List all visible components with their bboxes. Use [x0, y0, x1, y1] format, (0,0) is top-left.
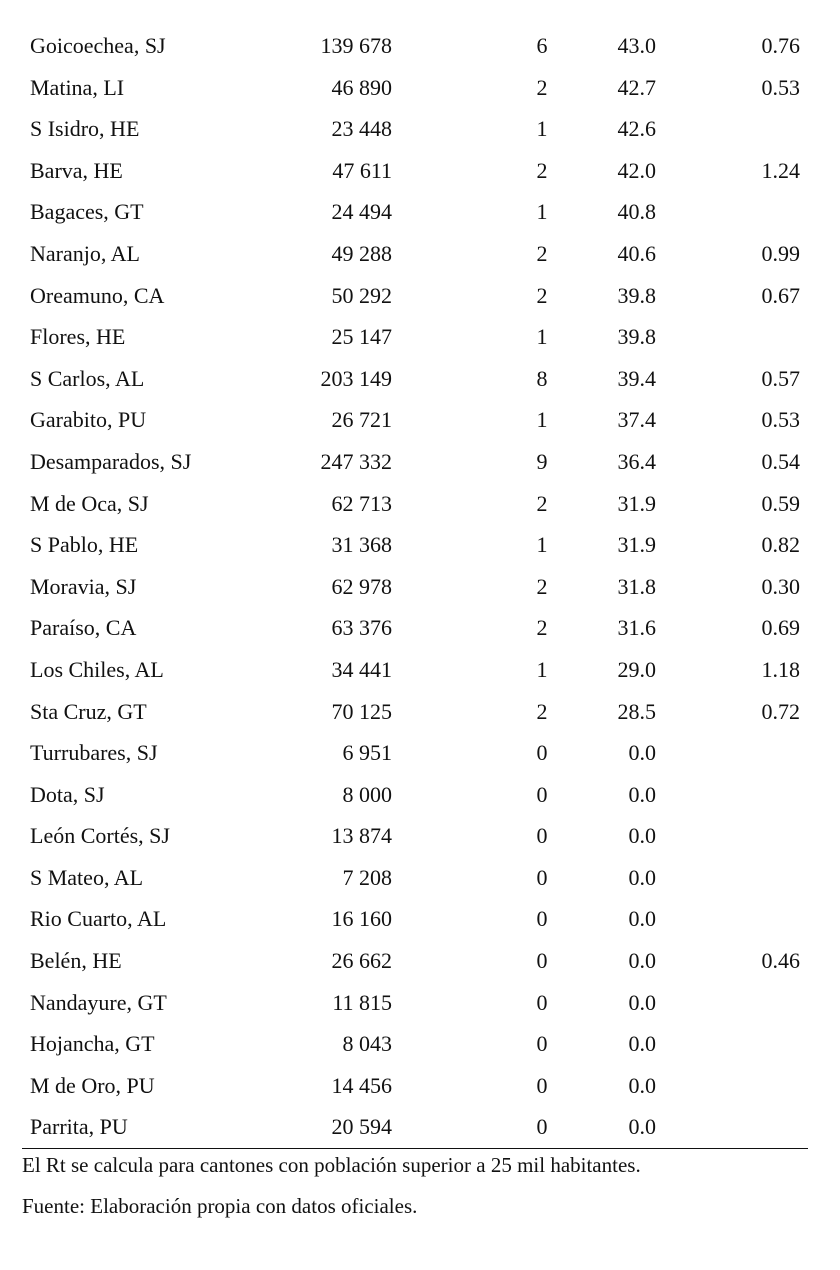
cases-value: 2	[536, 157, 548, 183]
rt-cell	[656, 815, 808, 857]
table-row	[22, 150, 808, 192]
population-cell: 26 662	[331, 948, 392, 974]
rt-cell	[656, 774, 808, 816]
rt-cell	[656, 316, 808, 358]
cases-cell	[392, 732, 552, 774]
rt-cell	[656, 898, 808, 940]
population-cell: 46 890	[331, 74, 392, 100]
cases-cell	[392, 649, 552, 691]
rate-cell: 42.7	[617, 74, 656, 100]
rate-cell: 0.0	[628, 823, 656, 849]
population-cell: 139 678	[320, 33, 392, 58]
cases-value: 0	[536, 1072, 548, 1098]
canton-cell: Moravia, SJ	[30, 573, 137, 599]
cases-value: 1	[536, 532, 548, 558]
rate-cell: 42.6	[617, 116, 656, 142]
population-cell: 31 368	[331, 532, 392, 558]
population-cell: 26 721	[331, 407, 392, 433]
population-cell: 47 611	[332, 157, 392, 183]
cases-value: 9	[536, 448, 548, 474]
rt-cell: 0.59	[761, 490, 800, 516]
canton-cell: Nandayure, GT	[30, 989, 167, 1015]
cases-value: 2	[536, 615, 548, 641]
canton-cell: Hojancha, GT	[30, 1031, 155, 1057]
cases-cell	[392, 1023, 552, 1065]
rt-cell: 0.53	[761, 407, 800, 433]
table-row	[22, 316, 808, 358]
table-row	[22, 940, 808, 982]
rt-cell	[656, 982, 808, 1024]
table-row	[22, 191, 808, 233]
cases-value: 6	[536, 33, 548, 58]
population-cell: 25 147	[331, 324, 392, 350]
population-cell: 49 288	[331, 240, 392, 266]
population-cell: 247 332	[320, 448, 392, 474]
rt-cell: 0.67	[761, 282, 800, 308]
rt-cell: 0.53	[761, 74, 800, 100]
cases-value: 1	[536, 324, 548, 350]
population-cell: 14 456	[331, 1072, 392, 1098]
rate-cell: 40.8	[617, 199, 656, 225]
table-row	[22, 1023, 808, 1065]
cases-value: 1	[536, 199, 548, 225]
rate-cell: 39.8	[617, 282, 656, 308]
rt-cell	[656, 1065, 808, 1107]
population-cell: 11 815	[332, 989, 392, 1015]
canton-cell: Belén, HE	[30, 948, 122, 974]
rt-cell	[656, 108, 808, 150]
cases-value: 0	[536, 823, 548, 849]
rt-cell	[656, 1023, 808, 1065]
cases-value: 1	[536, 407, 548, 433]
cases-cell	[392, 191, 552, 233]
cases-cell	[392, 67, 552, 109]
population-cell: 34 441	[331, 656, 392, 682]
rt-cell: 0.99	[761, 240, 800, 266]
population-cell: 13 874	[331, 823, 392, 849]
rate-cell: 0.0	[628, 1072, 656, 1098]
table-row	[22, 108, 808, 150]
rt-cell	[656, 191, 808, 233]
table-row	[22, 649, 808, 691]
population-cell: 62 713	[331, 490, 392, 516]
rate-cell: 43.0	[617, 33, 656, 58]
cases-value: 0	[536, 1031, 548, 1057]
cases-cell	[392, 108, 552, 150]
cases-cell	[392, 940, 552, 982]
table-bottom-rule	[22, 1148, 808, 1149]
cases-value: 0	[536, 781, 548, 807]
rate-cell: 0.0	[628, 781, 656, 807]
cases-cell	[392, 358, 552, 400]
canton-cell: Matina, LI	[30, 74, 125, 100]
canton-cell: Oreamuno, CA	[30, 282, 165, 308]
rate-cell: 0.0	[628, 906, 656, 932]
cases-cell	[392, 233, 552, 275]
canton-cell: Goicoechea, SJ	[30, 33, 166, 58]
table-row	[22, 441, 808, 483]
canton-cell: Rio Cuarto, AL	[30, 906, 167, 932]
canton-cell: Barva, HE	[30, 157, 123, 183]
rt-cell: 0.82	[761, 532, 800, 558]
cases-value: 2	[536, 240, 548, 266]
population-cell: 16 160	[331, 906, 392, 932]
rt-cell: 0.69	[761, 615, 800, 641]
rt-cell: 0.76	[761, 33, 800, 58]
cases-value: 0	[536, 864, 548, 890]
canton-cell: Naranjo, AL	[30, 240, 140, 266]
population-cell: 62 978	[331, 573, 392, 599]
table-row	[22, 982, 808, 1024]
rt-cell: 1.24	[761, 157, 800, 183]
canton-table	[22, 25, 808, 1148]
cases-cell	[392, 25, 552, 67]
source-note: Fuente: Elaboración propia con datos oficiales.	[22, 1194, 418, 1218]
population-cell: 20 594	[331, 1114, 392, 1140]
rate-cell: 42.0	[617, 157, 656, 183]
cases-value: 0	[536, 989, 548, 1015]
canton-cell: Bagaces, GT	[30, 199, 144, 225]
cases-cell	[392, 607, 552, 649]
cases-value: 0	[536, 948, 548, 974]
table-row	[22, 1065, 808, 1107]
table-row	[22, 691, 808, 733]
table-row	[22, 67, 808, 109]
rate-cell: 0.0	[628, 1114, 656, 1140]
rate-cell: 39.8	[617, 324, 656, 350]
table-row	[22, 774, 808, 816]
cases-cell	[392, 316, 552, 358]
table-row	[22, 483, 808, 525]
canton-cell: S Carlos, AL	[30, 365, 145, 391]
rt-cell: 1.18	[761, 656, 800, 682]
cases-value: 0	[536, 1114, 548, 1140]
canton-cell: Garabito, PU	[30, 407, 147, 433]
canton-cell: León Cortés, SJ	[30, 823, 170, 849]
rt-note: El Rt se calcula para cantones con población superior a 25 mil habitantes.	[22, 1153, 641, 1177]
canton-table-container	[22, 25, 808, 1148]
table-row	[22, 815, 808, 857]
population-cell: 63 376	[331, 615, 392, 641]
table-row	[22, 233, 808, 275]
cases-value: 2	[536, 573, 548, 599]
table-row	[22, 524, 808, 566]
cases-value: 0	[536, 906, 548, 932]
canton-cell: Turrubares, SJ	[30, 740, 158, 766]
population-cell: 8 043	[342, 1031, 392, 1057]
rate-cell: 0.0	[628, 864, 656, 890]
rate-cell: 31.9	[617, 490, 656, 516]
cases-value: 1	[536, 116, 548, 142]
cases-cell	[392, 691, 552, 733]
canton-cell: Desamparados, SJ	[30, 448, 192, 474]
rt-cell: 0.54	[761, 448, 800, 474]
canton-cell: Sta Cruz, GT	[30, 698, 147, 724]
rate-cell: 29.0	[617, 656, 656, 682]
population-cell: 50 292	[331, 282, 392, 308]
population-cell: 6 951	[342, 740, 392, 766]
cases-value: 8	[536, 365, 548, 391]
rate-cell: 39.4	[617, 365, 656, 391]
population-cell: 8 000	[342, 781, 392, 807]
population-cell: 70 125	[331, 698, 392, 724]
population-cell: 23 448	[331, 116, 392, 142]
population-cell: 7 208	[342, 864, 392, 890]
table-body	[22, 25, 808, 1148]
rate-cell: 31.6	[617, 615, 656, 641]
table-row	[22, 358, 808, 400]
rt-cell	[656, 857, 808, 899]
table-row	[22, 399, 808, 441]
rate-cell: 37.4	[617, 407, 656, 433]
canton-cell: M de Oca, SJ	[30, 490, 149, 516]
cases-value: 1	[536, 656, 548, 682]
rate-cell: 40.6	[617, 240, 656, 266]
population-cell: 24 494	[331, 199, 392, 225]
cases-cell	[392, 150, 552, 192]
table-row	[22, 25, 808, 67]
cases-cell	[392, 982, 552, 1024]
cases-cell	[392, 1065, 552, 1107]
rate-cell: 0.0	[628, 1031, 656, 1057]
canton-cell: Paraíso, CA	[30, 615, 137, 641]
rt-cell: 0.46	[761, 948, 800, 974]
cases-cell	[392, 441, 552, 483]
table-row	[22, 607, 808, 649]
canton-cell: Flores, HE	[30, 324, 126, 350]
rate-cell: 36.4	[617, 448, 656, 474]
table-row	[22, 1106, 808, 1148]
canton-cell: M de Oro, PU	[30, 1072, 155, 1098]
cases-cell	[392, 898, 552, 940]
rate-cell: 28.5	[617, 698, 656, 724]
table-row	[22, 566, 808, 608]
rate-cell: 0.0	[628, 989, 656, 1015]
cases-cell	[392, 483, 552, 525]
table-row	[22, 857, 808, 899]
rate-cell: 0.0	[628, 948, 656, 974]
table-row	[22, 898, 808, 940]
rate-cell: 31.8	[617, 573, 656, 599]
cases-cell	[392, 399, 552, 441]
rate-cell: 0.0	[628, 740, 656, 766]
table-row	[22, 732, 808, 774]
cases-cell	[392, 815, 552, 857]
rate-cell: 31.9	[617, 532, 656, 558]
canton-cell: Parrita, PU	[30, 1114, 128, 1140]
cases-cell	[392, 1106, 552, 1148]
cases-cell	[392, 275, 552, 317]
canton-cell: Los Chiles, AL	[30, 656, 164, 682]
cases-cell	[392, 566, 552, 608]
canton-cell: Dota, SJ	[30, 781, 105, 807]
canton-cell: S Mateo, AL	[30, 864, 144, 890]
rt-cell: 0.72	[761, 698, 800, 724]
population-cell: 203 149	[320, 365, 392, 391]
cases-cell	[392, 774, 552, 816]
cases-value: 2	[536, 698, 548, 724]
cases-value: 2	[536, 74, 548, 100]
rt-cell: 0.57	[761, 365, 800, 391]
canton-cell: S Isidro, HE	[30, 116, 140, 142]
cases-cell	[392, 524, 552, 566]
canton-cell: S Pablo, HE	[30, 532, 139, 558]
cases-value: 0	[536, 740, 548, 766]
rt-cell	[656, 732, 808, 774]
rt-cell: 0.30	[761, 573, 800, 599]
rt-cell	[656, 1106, 808, 1148]
cases-cell	[392, 857, 552, 899]
cases-value: 2	[536, 490, 548, 516]
table-row	[22, 275, 808, 317]
cases-value: 2	[536, 282, 548, 308]
